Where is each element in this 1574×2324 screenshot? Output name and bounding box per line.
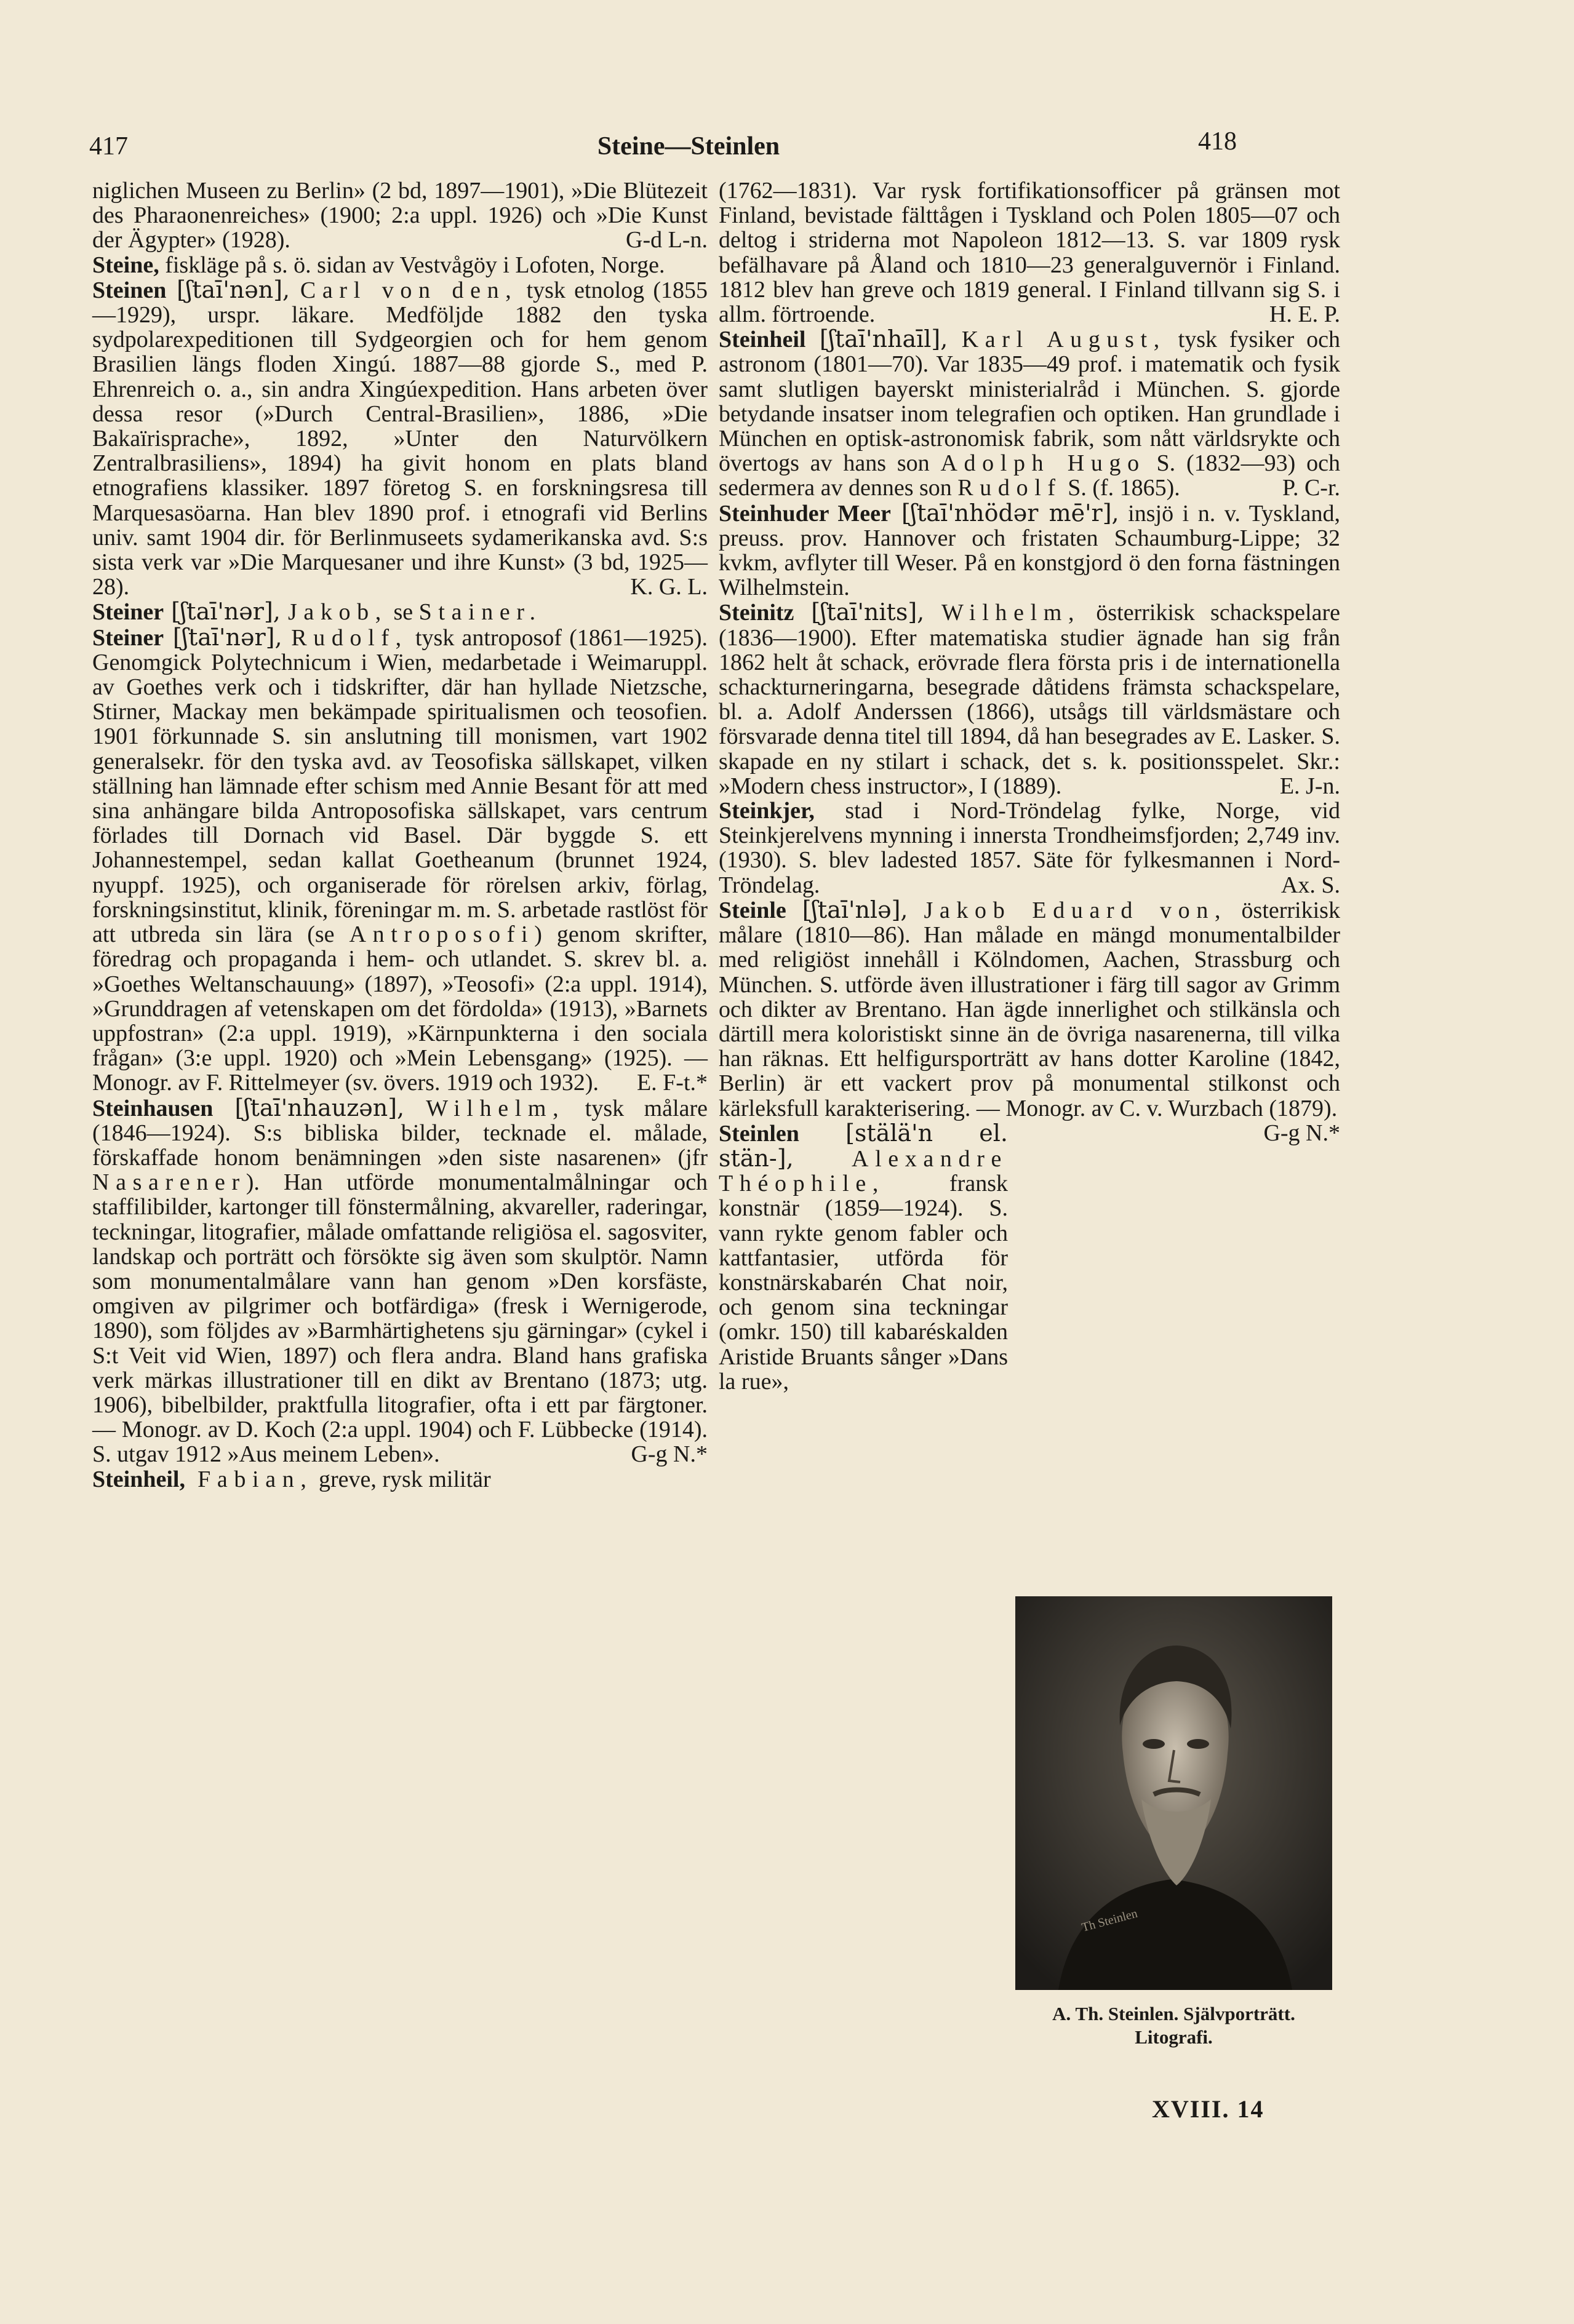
author-signature: E. J-n.: [1279, 773, 1340, 799]
person-name: Wilhelm,: [426, 1095, 565, 1121]
author-signature: G-g N.*: [1263, 1120, 1340, 1146]
cross-reference: Nasarener: [92, 1169, 246, 1196]
entry-text: se: [387, 599, 419, 626]
entry-text: tysk målare (1846—1924). S:s bibliska bilder, tecknade el. målade, förskaffade honom benämningen »den siste nasarenen» (jfr: [92, 1095, 708, 1171]
headword: Steiner: [92, 624, 164, 651]
author-signature: H. E. P.: [1269, 301, 1340, 328]
pronunciation: [ʃtaī'nits],: [794, 599, 942, 626]
person-name: Fabian,: [185, 1466, 313, 1492]
portrait-drawing: [1015, 1596, 1332, 1990]
pronunciation: [ʃtaī'nhaīl],: [805, 325, 962, 353]
entry-text: greve, rysk militär: [313, 1466, 491, 1492]
pronunciation: [ʃtaī'nhödər mē'r],: [890, 499, 1119, 527]
entry-text: ). Han utförde monumentalmålningar och staffilibilder, kartonger till fönstermålning, akvareller, raderingar, teckningar, litografier, målade omfattande religiösa el. sagosviter, landskap och porträtt och försökte sig även som skulptör. Namn som monumentalmålare vann han genom »Den korsfäste, omgiven av pilgrimer och botfärdiga» (fresk i Wernigerode, 1890), som följdes av »Barmhärtighetens sju gärningar» (cykel i S:t Veit vid Wien, 1897) och flera andra. Bland hans grafiska verk märkas illustrationer till en dikt av Brentano (1873; utg. 1906), bibelbilder, praktfulla litografier, ofta i ett par färgtoner. — Monogr. av D. Koch (2:a uppl. 1904) och F. Lübbecke (1914). S. utgav 1912 »Aus meinem Leben».: [92, 1169, 708, 1468]
entry-text: fransk konstnär (1859—1924). S. vann rykte genom fabler och kattfantasier, utförda för konstnärskabarén Chat noir, och genom sina teckningar (omkr. 150) till kabaréskalden Aristide Bruants sånger »Dans la rue»,: [719, 1171, 1008, 1395]
entry-text: ) genom skrifter, föredrag och propaganda i hem- och utlandet. S. skrev bl. a. »Goethes Weltanschauung» (1897), »Teosofi» (2:a uppl. 1914), »Grunddragen af vetenskapen om det fördolda» (1913), »Barnets uppfostran» (2:a uppl. 1919), »Kärnpunkterna i den sociala frågan» (3:e uppl. 1920) och »Mein Lebensgang» (1925). — Monogr. av F. Rittelmeyer (sv. övers. 1919 och 1932).: [92, 921, 708, 1096]
page-header: [0, 127, 1574, 175]
headword: Steinheil: [719, 327, 806, 353]
self-portrait-image: [1015, 1596, 1332, 1990]
headword: Steinlen: [719, 1120, 799, 1147]
entry-text: österrikisk schackspelare (1836—1900). Efter matematiska studier ägnade han sig från 1862 helt åt schack, erövrade flera första pris i de internationella schackturneringarna, besegrade dåtidens främsta schackspelare, bl. a. Adolf Anderssen (1866), utsågs till världsmästare och försvarade denna titel till 1894, då han besegrades av E. Lasker. S. skapade en ny stilart i schack, det s. k. positionsspelet. Skr.: »Modern chess instructor», I (1889).: [719, 600, 1340, 799]
entry-steinlen: [719, 1121, 1008, 1394]
pronunciation: [ʃtaī'nən],: [166, 276, 300, 303]
entry-continuation: [92, 178, 708, 253]
headword: Steinhuder Meer: [719, 500, 891, 527]
portrait-figure: [1015, 1596, 1332, 2049]
entry-text: österrikisk målare (1810—86). Han målade en mängd monumentalbilder med religiöst innehåll i Kölndomen, Aachen, Strassburg och München. S. utförde även illustrationer i färg till sagor av Grimm och dikter av Brentano. Han ägde innerlighet och stilkänsla och därtill mera koloristiskt sinne än de övriga nasarenerna, till vilka han räknas. Ett helfigursporträtt av hans dotter Karoline (1842, Berlin) är ett vackert prov på monumental stilkonst och kärleksfull karakterisering. — Monogr. av C. v. Wurzbach (1879).: [719, 897, 1340, 1121]
entry-steiner-rudolf: [92, 625, 708, 1096]
person-name: Rudolf: [957, 475, 1062, 501]
pronunciation: [ʃtaī'nhauzən],: [213, 1094, 426, 1121]
entry-steinheil-fabian: [92, 1467, 708, 1492]
headword: Steinle: [719, 897, 786, 923]
left-column: [92, 178, 708, 1492]
running-head: Steine—Steinlen: [597, 132, 780, 161]
pronunciation: [ʃtaī'nlə],: [786, 896, 924, 923]
cross-reference: Stainer.: [418, 599, 542, 626]
author-signature: G-d L-n.: [626, 227, 708, 253]
headword: Steinen: [92, 277, 167, 303]
author-signature: P. C-r.: [1282, 475, 1340, 501]
pronunciation: [ʃtaī'nər],: [164, 623, 292, 651]
entry-steinen: [92, 277, 708, 600]
headword: Steine,: [92, 252, 159, 278]
cross-reference: Antroposofi: [349, 921, 535, 948]
page-number-left: 417: [89, 132, 128, 161]
page-number-right: 418: [1198, 127, 1237, 156]
author-signature: G-g N.*: [631, 1441, 708, 1468]
pronunciation: [stälä'n el. stän-],: [719, 1119, 1008, 1172]
entry-text: (1762—1831). Var rysk fortifikationsofficer på gränsen mot Finland, bevistade fälttågen i Tyskland och Polen 1805—07 och deltog i striderna mot Napoleon 1812—13. S. var 1809 rysk befälhavare på Åland och 1810—23 generalguvernör i Finland. 1812 blev han greve och 1819 general. I Finland tillvann sig S. i allm. förtroende.: [719, 178, 1340, 328]
entry-text: insjö i n. v. Tyskland, preuss. prov. Hannover och fristaten Schaumburg-Lippe; 32 kvkm, avflyter till Weser. På en konstgjord ö den forna fästningen Wilhelmstein.: [719, 500, 1341, 601]
entry-text: niglichen Museen zu Berlin» (2 bd, 1897—1901), »Die Blütezeit des Pharaonenreiches» (1900; 2:a uppl. 1926) och »Die Kunst der Ägypter» (1928).: [92, 178, 708, 253]
caption-medium: Litografi.: [1135, 2026, 1213, 2048]
headword: Steiner: [92, 599, 164, 626]
person-name: Adolph Hugo: [940, 450, 1146, 477]
author-signature: Ax. S.: [1280, 872, 1340, 898]
person-name: Carl von den,: [300, 277, 518, 303]
entry-text: fiskläge på s. ö. sidan av Vestvågöy i Lofoten, Norge.: [159, 252, 665, 278]
entry-steinhuder-meer: [719, 501, 1340, 600]
entry-steinhausen: [92, 1096, 708, 1467]
entry-text: tysk fysiker och astronom (1801—70). Var 1835—49 prof. i matematik och fysik samt slutligen bayerskt ministerialråd i München. S. gjorde betydande insatser inom telegrafien och optiken. Han grundlade i München en optisk-astronomisk fabrik, som nått världsrykte och övertogs av hans son: [719, 327, 1340, 477]
entry-text: S. (1832—93) och sedermera av dennes son: [719, 450, 1340, 501]
person-name: Rudolf,: [291, 624, 408, 651]
person-name: Jakob,: [287, 599, 388, 626]
author-signature: E. F-t.*: [636, 1070, 708, 1096]
person-name: Karl August,: [961, 327, 1166, 353]
entry-text: tysk antroposof (1861—1925). Genomgick Polytechnicum i Wien, medarbetade i Weimaruppl. av Goethes verk och i tidskrifter, där han hyllade Nietzsche, Stirner, Mackay men bekämpade spiritualismen och teosofien. 1901 förkunnade S. sin anslutning till monismen, vart 1902 generalsekr. för den tyska avd. av Teosofiska sällskapet, vilken ställning han lämnade efter schism med Annie Besant för att med sina anhängare bilda Antroposofiska sällskapet, vars centrum förlades till Dornach vid Basel. Där byggde S. ett Johannestempel, sedan kallat Goetheanum (brunnet 1924, nyuppf. 1925), och organiserade för rörelsen arkiv, förlag, forskningsinstitut, klinik, föreningar m. m. S. arbetade rastlöst för att utbreda sin lära (se: [92, 624, 708, 948]
headword: Steinitz: [719, 600, 794, 626]
headword: Steinkjer,: [719, 798, 815, 824]
headword: Steinheil,: [92, 1466, 185, 1492]
caption-title: A. Th. Steinlen. Självporträtt.: [1052, 2003, 1295, 2024]
entry-steiner-jakob: [92, 599, 708, 624]
author-signature: K. G. L.: [630, 574, 708, 600]
entry-steinitz: [719, 600, 1340, 798]
figure-caption: [1015, 2002, 1332, 2049]
pronunciation: [ʃtaī'nər],: [164, 598, 288, 626]
person-name: Wilhelm,: [941, 600, 1081, 626]
entry-text: stad i Nord-Tröndelag fylke, Norge, vid Steinkjerelvens mynning i innersta Trondheimsfjorden; 2,749 inv. (1930). S. blev ladested 1857. Säte för fylkesmannen i Nord-Tröndelag.: [719, 798, 1340, 898]
entry-steinheil-karl: [719, 327, 1340, 500]
entry-steine: [92, 253, 708, 277]
headword: Steinhausen: [92, 1095, 214, 1121]
entry-continuation: [719, 178, 1340, 327]
entry-text: S. (f. 1865).: [1061, 475, 1180, 501]
sheet-signature-mark: XVIII. 14: [1152, 2095, 1264, 2123]
entry-text: tysk etnolog (1855—1929), urspr. läkare. Medföljde 1882 den tyska sydpolarexpeditionen till Sydgeorgien och for hem genom Brasilien längs floden Xingú. 1887—88 gjorde S., med P. Ehrenreich o. a., sin andra Xingúexpedition. Hans arbeten över dessa resor (»Durch Central-Brasilien», 1886, »Die Bakaïrisprache», 1892, »Unter den Naturvölkern Zentralbrasiliens», 1894) ha givit honom en plats bland etnografiens klassiker. 1897 företog S. en forskningsresa till Marquesasöarna. Han blev 1890 prof. i etnografi vid Berlins univ. samt 1904 dir. för Berlinmuseets sydamerikanska avd. S:s sista verk var »Die Marquesaner und ihre Kunst» (3 bd, 1925—28).: [92, 277, 708, 600]
person-name: Jakob Eduard von,: [924, 897, 1228, 923]
artist-signature-mark: Th Steinlen: [1080, 1906, 1139, 1935]
right-column: [719, 178, 1340, 1394]
person-name: Alexandre Théophile,: [719, 1145, 1008, 1197]
entry-steinkjer: [719, 798, 1340, 897]
